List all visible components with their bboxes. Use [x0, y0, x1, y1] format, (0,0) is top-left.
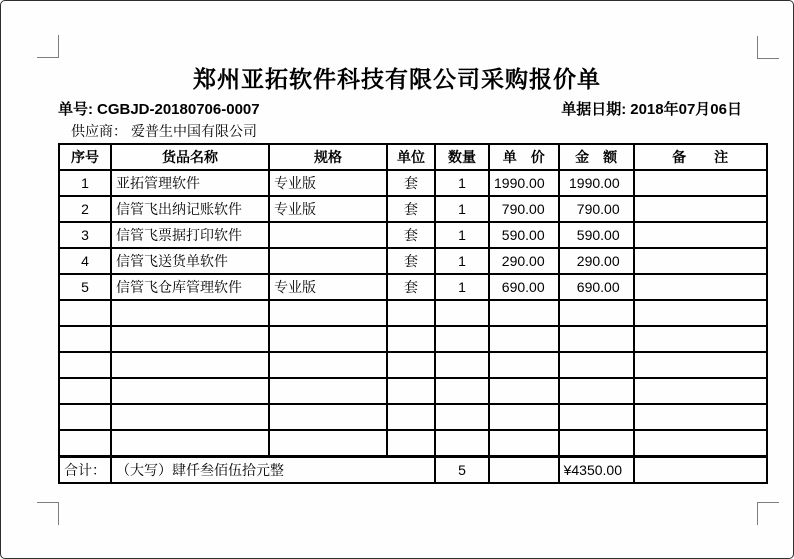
cell-qty: 1: [435, 274, 489, 300]
total-unit-price-empty: [489, 457, 559, 484]
cell-unit-price: 290.00: [489, 248, 559, 274]
col-header-remark: 备 注: [634, 144, 767, 170]
cell-spec: 专业版: [269, 170, 387, 196]
cell-item-name: 信管飞票据打印软件: [111, 222, 269, 248]
cell-unit-price: 590.00: [489, 222, 559, 248]
cell-index: 3: [59, 222, 111, 248]
cell-remark: [634, 222, 767, 248]
document-date-label: 单据日期:: [561, 101, 627, 118]
col-header-unit: 单位: [387, 144, 435, 170]
table-row: [59, 274, 767, 300]
cell-qty: 1: [435, 170, 489, 196]
crop-mark-bottom-left-icon: [37, 502, 59, 525]
total-amount-in-words: （大写）肆仟叁佰伍拾元整: [111, 457, 435, 484]
cell-spec: 专业版: [269, 196, 387, 222]
cell-item-name: 亚拓管理软件: [111, 170, 269, 196]
col-header-unit-price: 单 价: [489, 144, 559, 170]
document-date-field: [561, 98, 742, 119]
col-header-index: 序号: [59, 144, 111, 170]
order-number-label: 单号:: [58, 101, 93, 118]
cell-spec: 专业版: [269, 274, 387, 300]
cell-amount: 590.00: [559, 222, 634, 248]
order-number-value: CGBJD-20180706-0007: [97, 101, 260, 118]
table-total-row: [59, 457, 767, 484]
crop-mark-top-right-icon: [757, 36, 779, 59]
table-row: [59, 248, 767, 274]
crop-mark-bottom-right-icon: [757, 502, 779, 525]
order-number-field: [58, 98, 260, 119]
cell-remark: [634, 170, 767, 196]
table-row: [59, 222, 767, 248]
supplier-field: [71, 121, 257, 141]
cell-spec: [269, 248, 387, 274]
cell-unit-price: 790.00: [489, 196, 559, 222]
table-empty-row: [59, 404, 767, 430]
cell-amount: 690.00: [559, 274, 634, 300]
quotation-table: [58, 143, 768, 484]
col-header-item-name: 货品名称: [111, 144, 269, 170]
total-label: 合计：: [59, 457, 111, 484]
cell-qty: 1: [435, 222, 489, 248]
cell-unit: 套: [387, 170, 435, 196]
col-header-spec: 规格: [269, 144, 387, 170]
page-title: 郑州亚拓软件科技有限公司采购报价单: [193, 66, 601, 92]
cell-index: 2: [59, 196, 111, 222]
cell-spec: [269, 222, 387, 248]
col-header-qty: 数量: [435, 144, 489, 170]
cell-amount: 1990.00: [559, 170, 634, 196]
col-header-amount: 金 额: [559, 144, 634, 170]
table-header-row: [59, 144, 767, 170]
table-empty-row: [59, 326, 767, 352]
cell-unit: 套: [387, 196, 435, 222]
cell-qty: 1: [435, 196, 489, 222]
cell-remark: [634, 274, 767, 300]
cell-qty: 1: [435, 248, 489, 274]
cell-remark: [634, 248, 767, 274]
cell-remark: [634, 196, 767, 222]
supplier-value: 爱普生中国有限公司: [131, 123, 257, 139]
total-quantity: 5: [435, 457, 489, 484]
cell-item-name: 信管飞仓库管理软件: [111, 274, 269, 300]
cell-unit: 套: [387, 274, 435, 300]
table-empty-row: [59, 352, 767, 378]
cell-unit: 套: [387, 248, 435, 274]
cell-item-name: 信管飞送货单软件: [111, 248, 269, 274]
cell-index: 1: [59, 170, 111, 196]
total-amount: ¥4350.00: [559, 457, 634, 484]
cell-unit-price: 690.00: [489, 274, 559, 300]
cell-index: 4: [59, 248, 111, 274]
cell-unit: 套: [387, 222, 435, 248]
cell-item-name: 信管飞出纳记账软件: [111, 196, 269, 222]
table-empty-row: [59, 378, 767, 404]
cell-amount: 290.00: [559, 248, 634, 274]
cell-index: 5: [59, 274, 111, 300]
table-empty-row: [59, 430, 767, 457]
cell-unit-price: 1990.00: [489, 170, 559, 196]
document-date-value: 2018年07月06日: [630, 101, 742, 118]
crop-mark-top-left-icon: [37, 35, 59, 58]
table-row: [59, 196, 767, 222]
table-empty-row: [59, 300, 767, 326]
total-remark-empty: [634, 457, 767, 484]
cell-amount: 790.00: [559, 196, 634, 222]
table-row: [59, 170, 767, 196]
supplier-label: 供应商：: [71, 123, 127, 139]
